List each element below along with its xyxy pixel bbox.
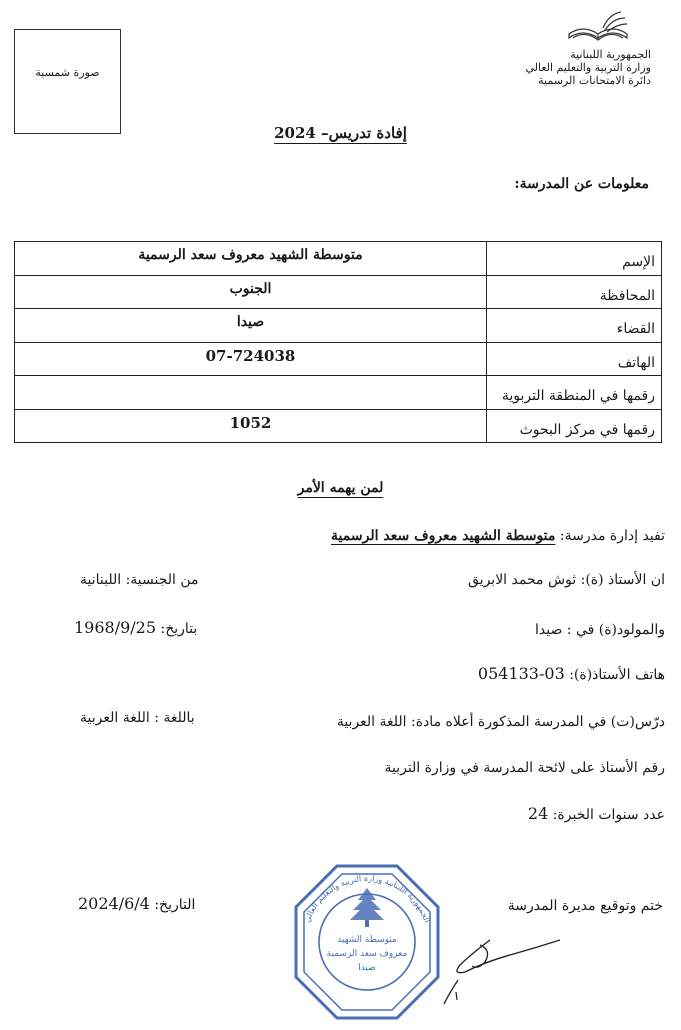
ministry-line-3: دائرة الامتحانات الرسمية [538,74,651,87]
birthdate-value: 1968/9/25 [74,618,157,637]
experience-label: عدد سنوات الخبرة: [552,807,665,823]
ministry-header [481,48,651,87]
edu-zone-number-value [15,376,487,410]
document-title: إفادة تدريس– 2024 [274,124,407,142]
school-name-value: متوسطة الشهيد معروف سعد الرسمية [15,242,487,276]
teaching-language-line: باللغة : اللغة العربية [80,710,195,726]
birthdate-line [74,618,197,637]
handwritten-signature-icon [430,900,570,1010]
table-row [15,242,662,276]
research-center-number-value: 1052 [15,409,487,443]
school-info-heading: معلومات عن المدرسة: [514,176,649,192]
stamp-inner-line-3: صيدا [358,963,376,973]
school-name-label: الإسم [487,242,662,276]
taught-subject-line: درّس(ت) في المدرسة المذكورة أعلاه مادة: اللغة العربية [336,714,665,730]
nationality-line: من الجنسية: اللبنانية [80,572,199,588]
teacher-phone-label: هاتف الأستاذ(ة): [569,667,665,683]
official-school-stamp-icon [292,862,442,1022]
district-value: صيدا [15,309,487,343]
photo-placeholder [14,29,121,134]
signature-label: ختم وتوقيع مديرة المدرسة [507,898,663,914]
table-row [15,342,662,376]
research-center-number-label: رقمها في مركز البحوث [487,409,662,443]
edu-zone-number-label: رقمها في المنطقة التربوية [487,376,662,410]
table-row [15,309,662,343]
table-row [15,376,662,410]
to-whom-heading: لمن يهمه الأمر [297,480,384,496]
intro-line [331,528,665,544]
governorate-value: الجنوب [15,275,487,309]
photo-label: صورة شمسية [35,66,100,79]
teacher-phone-value: 03-054133 [477,664,565,683]
experience-value: 24 [527,804,549,823]
stamp-outer-text: الجمهورية اللبنانية وزارة التربية والتعليم العالي [302,873,432,924]
district-label: القضاء [487,309,662,343]
experience-line [528,804,665,823]
birthplace-line: والمولود(ة) في : صيدا [534,622,665,638]
table-row [15,275,662,309]
teacher-phone-line [478,664,665,683]
open-book-logo-icon [563,8,633,48]
registry-line: رقم الأستاذ على لائحة المدرسة في وزارة التربية [384,760,665,776]
date-label: التاريخ: [154,897,196,913]
school-info-table [14,241,662,443]
intro-school-name: متوسطة الشهيد معروف سعد الرسمية [331,528,556,544]
date-value: 2024/6/4 [78,894,150,913]
stamp-inner-line-2: معروف سعد الرسمية [326,949,408,959]
ministry-line-2: وزارة التربية والتعليم العالي [525,61,651,74]
table-row [15,409,662,443]
governorate-label: المحافظة [487,275,662,309]
birthdate-label: بتاريخ: [160,621,198,637]
teacher-line: ان الأستاذ (ة): ثوش محمد الابريق [468,572,665,588]
date-line [78,894,195,913]
stamp-inner-line-1: متوسطة الشهيد [337,935,397,945]
phone-value: 07-724038 [15,342,487,376]
intro-prefix: تفيد إدارة مدرسة: [559,528,665,544]
ministry-line-1: الجمهورية اللبنانية [570,48,651,61]
phone-label: الهاتف [487,342,662,376]
